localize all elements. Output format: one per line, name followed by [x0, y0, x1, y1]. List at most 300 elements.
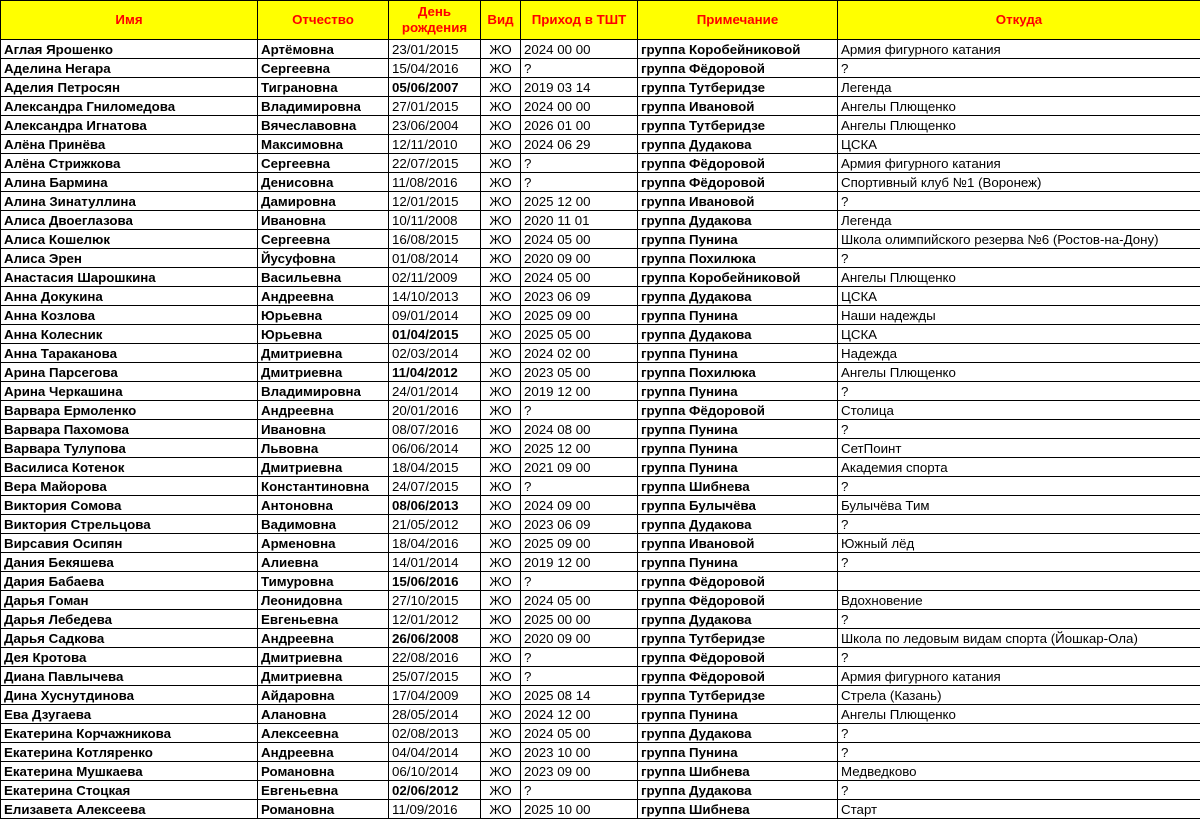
cell-kind: ЖО — [481, 97, 521, 116]
cell-birthday: 28/05/2014 — [389, 705, 481, 724]
cell-birthday: 02/03/2014 — [389, 344, 481, 363]
cell-note: группа Пунина — [638, 382, 838, 401]
cell-birthday: 09/01/2014 — [389, 306, 481, 325]
cell-kind: ЖО — [481, 667, 521, 686]
table-row — [1, 154, 1200, 173]
cell-name: Варвара Пахомова — [1, 420, 258, 439]
cell-kind: ЖО — [481, 230, 521, 249]
cell-name: Анна Козлова — [1, 306, 258, 325]
cell-arrival: 2019 03 14 — [521, 78, 638, 97]
cell-arrival: 2020 11 01 — [521, 211, 638, 230]
table-row — [1, 553, 1200, 572]
cell-note: группа Шибнева — [638, 762, 838, 781]
cell-birthday: 06/10/2014 — [389, 762, 481, 781]
cell-name: Алёна Принёва — [1, 135, 258, 154]
cell-origin: Армия фигурного катания — [838, 40, 1200, 59]
cell-name: Елизавета Алексеева — [1, 800, 258, 819]
cell-note: группа Шибнева — [638, 800, 838, 819]
cell-patronymic: Денисовна — [258, 173, 389, 192]
cell-note: группа Пунина — [638, 743, 838, 762]
cell-birthday: 02/11/2009 — [389, 268, 481, 287]
cell-arrival: 2024 05 00 — [521, 591, 638, 610]
cell-kind: ЖО — [481, 287, 521, 306]
cell-kind: ЖО — [481, 724, 521, 743]
table-row — [1, 762, 1200, 781]
table-body — [1, 40, 1200, 819]
cell-arrival: 2023 09 00 — [521, 762, 638, 781]
cell-patronymic: Алексеевна — [258, 724, 389, 743]
cell-kind: ЖО — [481, 439, 521, 458]
cell-origin: Южный лёд — [838, 534, 1200, 553]
cell-birthday: 02/06/2012 — [389, 781, 481, 800]
cell-origin: ? — [838, 249, 1200, 268]
cell-kind: ЖО — [481, 572, 521, 591]
table-row — [1, 325, 1200, 344]
header-name: Имя — [1, 1, 258, 40]
cell-note: группа Булычёва — [638, 496, 838, 515]
cell-patronymic: Алановна — [258, 705, 389, 724]
cell-kind: ЖО — [481, 781, 521, 800]
cell-patronymic: Львовна — [258, 439, 389, 458]
cell-note: группа Пунина — [638, 306, 838, 325]
cell-note: группа Тутберидзе — [638, 629, 838, 648]
cell-patronymic: Артёмовна — [258, 40, 389, 59]
cell-origin: Надежда — [838, 344, 1200, 363]
cell-birthday: 08/06/2013 — [389, 496, 481, 515]
cell-birthday: 22/08/2016 — [389, 648, 481, 667]
cell-kind: ЖО — [481, 249, 521, 268]
cell-birthday: 27/10/2015 — [389, 591, 481, 610]
cell-birthday: 11/08/2016 — [389, 173, 481, 192]
cell-kind: ЖО — [481, 515, 521, 534]
cell-note: группа Фёдоровой — [638, 59, 838, 78]
cell-name: Дарья Садкова — [1, 629, 258, 648]
cell-note: группа Ивановой — [638, 97, 838, 116]
cell-patronymic: Андреевна — [258, 629, 389, 648]
cell-arrival: 2024 05 00 — [521, 230, 638, 249]
cell-note: группа Тутберидзе — [638, 686, 838, 705]
cell-origin: Ангелы Плющенко — [838, 268, 1200, 287]
cell-birthday: 15/06/2016 — [389, 572, 481, 591]
cell-origin: ? — [838, 724, 1200, 743]
cell-birthday: 16/08/2015 — [389, 230, 481, 249]
cell-note: группа Фёдоровой — [638, 667, 838, 686]
cell-arrival: ? — [521, 781, 638, 800]
cell-origin: Наши надежды — [838, 306, 1200, 325]
cell-note: группа Фёдоровой — [638, 572, 838, 591]
cell-patronymic: Дмитриевна — [258, 344, 389, 363]
cell-name: Виктория Стрельцова — [1, 515, 258, 534]
table-row — [1, 477, 1200, 496]
cell-patronymic: Арменовна — [258, 534, 389, 553]
cell-name: Екатерина Корчажникова — [1, 724, 258, 743]
cell-note: группа Фёдоровой — [638, 173, 838, 192]
table-row — [1, 268, 1200, 287]
table-row — [1, 78, 1200, 97]
cell-origin: Легенда — [838, 78, 1200, 97]
cell-patronymic: Тимуровна — [258, 572, 389, 591]
cell-birthday: 20/01/2016 — [389, 401, 481, 420]
header-note: Примечание — [638, 1, 838, 40]
cell-arrival: ? — [521, 667, 638, 686]
cell-origin: Легенда — [838, 211, 1200, 230]
cell-name: Анна Колесник — [1, 325, 258, 344]
cell-arrival: 2024 08 00 — [521, 420, 638, 439]
cell-birthday: 24/01/2014 — [389, 382, 481, 401]
cell-origin: ? — [838, 781, 1200, 800]
cell-note: группа Дудакова — [638, 781, 838, 800]
table-row — [1, 629, 1200, 648]
cell-origin: Старт — [838, 800, 1200, 819]
cell-arrival: 2024 09 00 — [521, 496, 638, 515]
cell-origin: Вдохновение — [838, 591, 1200, 610]
cell-arrival: ? — [521, 154, 638, 173]
cell-name: Виктория Сомова — [1, 496, 258, 515]
cell-origin: ? — [838, 610, 1200, 629]
cell-kind: ЖО — [481, 629, 521, 648]
cell-patronymic: Сергеевна — [258, 59, 389, 78]
cell-origin: Ангелы Плющенко — [838, 705, 1200, 724]
cell-birthday: 11/09/2016 — [389, 800, 481, 819]
cell-patronymic: Ивановна — [258, 420, 389, 439]
cell-note: группа Коробейниковой — [638, 40, 838, 59]
cell-birthday: 23/06/2004 — [389, 116, 481, 135]
cell-name: Арина Черкашина — [1, 382, 258, 401]
table-row — [1, 743, 1200, 762]
cell-origin: Школа по ледовым видам спорта (Йошкар-Ола) — [838, 629, 1200, 648]
cell-birthday: 26/06/2008 — [389, 629, 481, 648]
table-row — [1, 648, 1200, 667]
cell-name: Дания Бекяшева — [1, 553, 258, 572]
cell-kind: ЖО — [481, 306, 521, 325]
cell-kind: ЖО — [481, 553, 521, 572]
cell-birthday: 22/07/2015 — [389, 154, 481, 173]
cell-name: Екатерина Стоцкая — [1, 781, 258, 800]
cell-patronymic: Дамировна — [258, 192, 389, 211]
cell-kind: ЖО — [481, 78, 521, 97]
table-row — [1, 800, 1200, 819]
cell-note: группа Ивановой — [638, 534, 838, 553]
cell-patronymic: Юрьевна — [258, 306, 389, 325]
cell-note: группа Похилюка — [638, 363, 838, 382]
cell-patronymic: Андреевна — [258, 287, 389, 306]
table-row — [1, 192, 1200, 211]
cell-note: группа Пунина — [638, 705, 838, 724]
table-row — [1, 496, 1200, 515]
cell-name: Дина Хуснутдинова — [1, 686, 258, 705]
cell-birthday: 01/08/2014 — [389, 249, 481, 268]
cell-origin: ? — [838, 192, 1200, 211]
cell-name: Варвара Тулупова — [1, 439, 258, 458]
cell-name: Аглая Ярошенко — [1, 40, 258, 59]
cell-birthday: 23/01/2015 — [389, 40, 481, 59]
cell-arrival: ? — [521, 59, 638, 78]
cell-name: Дарья Гоман — [1, 591, 258, 610]
table-row — [1, 572, 1200, 591]
cell-patronymic: Максимовна — [258, 135, 389, 154]
table-row — [1, 40, 1200, 59]
cell-patronymic: Юрьевна — [258, 325, 389, 344]
cell-name: Алиса Кошелюк — [1, 230, 258, 249]
cell-birthday: 05/06/2007 — [389, 78, 481, 97]
cell-note: группа Пунина — [638, 458, 838, 477]
cell-patronymic: Алиевна — [258, 553, 389, 572]
cell-kind: ЖО — [481, 610, 521, 629]
cell-patronymic: Владимировна — [258, 97, 389, 116]
cell-name: Алина Бармина — [1, 173, 258, 192]
cell-note: группа Дудакова — [638, 211, 838, 230]
cell-name: Аделина Негара — [1, 59, 258, 78]
cell-note: группа Дудакова — [638, 325, 838, 344]
cell-patronymic: Андреевна — [258, 743, 389, 762]
cell-origin: ЦСКА — [838, 287, 1200, 306]
cell-note: группа Дудакова — [638, 724, 838, 743]
cell-kind: ЖО — [481, 325, 521, 344]
cell-origin: ЦСКА — [838, 135, 1200, 154]
table-row — [1, 173, 1200, 192]
cell-name: Екатерина Мушкаева — [1, 762, 258, 781]
cell-kind: ЖО — [481, 268, 521, 287]
cell-arrival: 2025 12 00 — [521, 192, 638, 211]
cell-arrival: 2019 12 00 — [521, 553, 638, 572]
cell-name: Арина Парсегова — [1, 363, 258, 382]
cell-arrival: 2019 12 00 — [521, 382, 638, 401]
table-row — [1, 420, 1200, 439]
cell-note: группа Фёдоровой — [638, 591, 838, 610]
table-row — [1, 610, 1200, 629]
cell-birthday: 14/10/2013 — [389, 287, 481, 306]
cell-origin: Спортивный клуб №1 (Воронеж) — [838, 173, 1200, 192]
cell-name: Александра Игнатова — [1, 116, 258, 135]
cell-kind: ЖО — [481, 496, 521, 515]
cell-origin: Армия фигурного катания — [838, 667, 1200, 686]
cell-patronymic: Йусуфовна — [258, 249, 389, 268]
cell-note: группа Дудакова — [638, 515, 838, 534]
table-row — [1, 534, 1200, 553]
cell-arrival: 2025 10 00 — [521, 800, 638, 819]
cell-note: группа Ивановой — [638, 192, 838, 211]
cell-note: группа Фёдоровой — [638, 154, 838, 173]
cell-origin: Стрела (Казань) — [838, 686, 1200, 705]
cell-patronymic: Сергеевна — [258, 154, 389, 173]
cell-origin: Медведково — [838, 762, 1200, 781]
cell-name: Вирсавия Осипян — [1, 534, 258, 553]
cell-kind: ЖО — [481, 420, 521, 439]
cell-patronymic: Васильевна — [258, 268, 389, 287]
header-row — [1, 1, 1200, 40]
cell-kind: ЖО — [481, 59, 521, 78]
cell-arrival: 2020 09 00 — [521, 249, 638, 268]
table-row — [1, 401, 1200, 420]
cell-kind: ЖО — [481, 800, 521, 819]
cell-name: Алиса Двоеглазова — [1, 211, 258, 230]
cell-kind: ЖО — [481, 401, 521, 420]
cell-kind: ЖО — [481, 591, 521, 610]
header-patronymic: Отчество — [258, 1, 389, 40]
table-row — [1, 667, 1200, 686]
cell-patronymic: Романовна — [258, 762, 389, 781]
cell-arrival: 2026 01 00 — [521, 116, 638, 135]
cell-arrival: 2023 10 00 — [521, 743, 638, 762]
header-kind: Вид — [481, 1, 521, 40]
cell-note: группа Пунина — [638, 344, 838, 363]
cell-origin: Ангелы Плющенко — [838, 116, 1200, 135]
cell-patronymic: Тиграновна — [258, 78, 389, 97]
cell-birthday: 04/04/2014 — [389, 743, 481, 762]
cell-name: Дария Бабаева — [1, 572, 258, 591]
cell-name: Ева Дзугаева — [1, 705, 258, 724]
cell-birthday: 11/04/2012 — [389, 363, 481, 382]
cell-arrival: 2025 09 00 — [521, 534, 638, 553]
cell-kind: ЖО — [481, 686, 521, 705]
cell-patronymic: Дмитриевна — [258, 458, 389, 477]
cell-origin: ? — [838, 553, 1200, 572]
cell-name: Варвара Ермоленко — [1, 401, 258, 420]
cell-arrival: 2025 08 14 — [521, 686, 638, 705]
cell-name: Алиса Эрен — [1, 249, 258, 268]
cell-patronymic: Константиновна — [258, 477, 389, 496]
table-row — [1, 363, 1200, 382]
cell-arrival: ? — [521, 173, 638, 192]
cell-birthday: 27/01/2015 — [389, 97, 481, 116]
table-row — [1, 230, 1200, 249]
table-row — [1, 439, 1200, 458]
table-row — [1, 116, 1200, 135]
cell-birthday: 18/04/2016 — [389, 534, 481, 553]
cell-note: группа Пунина — [638, 420, 838, 439]
cell-patronymic: Антоновна — [258, 496, 389, 515]
cell-note: группа Тутберидзе — [638, 78, 838, 97]
cell-kind: ЖО — [481, 458, 521, 477]
cell-origin: ? — [838, 743, 1200, 762]
cell-origin: ? — [838, 477, 1200, 496]
cell-arrival: 2025 05 00 — [521, 325, 638, 344]
cell-name: Алина Зинатуллина — [1, 192, 258, 211]
cell-kind: ЖО — [481, 116, 521, 135]
cell-origin: Столица — [838, 401, 1200, 420]
cell-birthday: 17/04/2009 — [389, 686, 481, 705]
cell-patronymic: Евгеньевна — [258, 610, 389, 629]
cell-birthday: 15/04/2016 — [389, 59, 481, 78]
cell-name: Алёна Стрижкова — [1, 154, 258, 173]
cell-origin: ? — [838, 420, 1200, 439]
table-row — [1, 458, 1200, 477]
cell-arrival: 2025 12 00 — [521, 439, 638, 458]
cell-kind: ЖО — [481, 192, 521, 211]
table-row — [1, 59, 1200, 78]
cell-birthday: 12/11/2010 — [389, 135, 481, 154]
cell-note: группа Дудакова — [638, 135, 838, 154]
cell-patronymic: Романовна — [258, 800, 389, 819]
cell-origin: Булычёва Тим — [838, 496, 1200, 515]
table-row — [1, 515, 1200, 534]
cell-name: Аделия Петросян — [1, 78, 258, 97]
cell-name: Анна Докукина — [1, 287, 258, 306]
cell-kind: ЖО — [481, 363, 521, 382]
cell-note: группа Похилюка — [638, 249, 838, 268]
cell-note: группа Пунина — [638, 230, 838, 249]
cell-arrival: 2025 00 00 — [521, 610, 638, 629]
cell-birthday: 02/08/2013 — [389, 724, 481, 743]
cell-origin: Школа олимпийского резерва №6 (Ростов-на-Дону) — [838, 230, 1200, 249]
cell-patronymic: Евгеньевна — [258, 781, 389, 800]
cell-note: группа Коробейниковой — [638, 268, 838, 287]
cell-origin: Ангелы Плющенко — [838, 97, 1200, 116]
cell-kind: ЖО — [481, 477, 521, 496]
cell-name: Дея Кротова — [1, 648, 258, 667]
cell-origin: СетПоинт — [838, 439, 1200, 458]
header-origin: Откуда — [838, 1, 1200, 40]
cell-origin: ? — [838, 382, 1200, 401]
cell-arrival: ? — [521, 401, 638, 420]
cell-patronymic: Айдаровна — [258, 686, 389, 705]
table-row — [1, 306, 1200, 325]
cell-name: Дарья Лебедева — [1, 610, 258, 629]
cell-arrival: ? — [521, 477, 638, 496]
cell-arrival: 2024 05 00 — [521, 724, 638, 743]
table-row — [1, 135, 1200, 154]
cell-kind: ЖО — [481, 762, 521, 781]
cell-arrival: 2020 09 00 — [521, 629, 638, 648]
cell-arrival: ? — [521, 572, 638, 591]
cell-note: группа Дудакова — [638, 287, 838, 306]
cell-origin: ? — [838, 648, 1200, 667]
cell-patronymic: Леонидовна — [258, 591, 389, 610]
cell-arrival: 2024 02 00 — [521, 344, 638, 363]
cell-kind: ЖО — [481, 743, 521, 762]
table-row — [1, 686, 1200, 705]
cell-arrival: 2024 00 00 — [521, 40, 638, 59]
cell-birthday: 24/07/2015 — [389, 477, 481, 496]
cell-note: группа Пунина — [638, 439, 838, 458]
cell-origin: Ангелы Плющенко — [838, 363, 1200, 382]
cell-birthday: 12/01/2015 — [389, 192, 481, 211]
cell-origin: ? — [838, 59, 1200, 78]
cell-name: Василиса Котенок — [1, 458, 258, 477]
cell-birthday: 06/06/2014 — [389, 439, 481, 458]
cell-origin: ЦСКА — [838, 325, 1200, 344]
cell-arrival: 2023 06 09 — [521, 287, 638, 306]
cell-name: Вера Майорова — [1, 477, 258, 496]
cell-birthday: 12/01/2012 — [389, 610, 481, 629]
cell-birthday: 14/01/2014 — [389, 553, 481, 572]
cell-note: группа Тутберидзе — [638, 116, 838, 135]
cell-name: Диана Павлычева — [1, 667, 258, 686]
cell-kind: ЖО — [481, 705, 521, 724]
table-row — [1, 781, 1200, 800]
cell-note: группа Пунина — [638, 553, 838, 572]
table-row — [1, 211, 1200, 230]
cell-patronymic: Дмитриевна — [258, 667, 389, 686]
cell-patronymic: Дмитриевна — [258, 648, 389, 667]
cell-patronymic: Ивановна — [258, 211, 389, 230]
table-row — [1, 724, 1200, 743]
table-row — [1, 287, 1200, 306]
table-row — [1, 705, 1200, 724]
cell-arrival: 2023 06 09 — [521, 515, 638, 534]
cell-patronymic: Владимировна — [258, 382, 389, 401]
cell-arrival: 2024 00 00 — [521, 97, 638, 116]
cell-name: Анастасия Шарошкина — [1, 268, 258, 287]
cell-patronymic: Андреевна — [258, 401, 389, 420]
table-row — [1, 249, 1200, 268]
table-header — [1, 1, 1200, 40]
cell-birthday: 21/05/2012 — [389, 515, 481, 534]
table-row — [1, 591, 1200, 610]
cell-kind: ЖО — [481, 211, 521, 230]
table-row — [1, 97, 1200, 116]
cell-patronymic: Дмитриевна — [258, 363, 389, 382]
